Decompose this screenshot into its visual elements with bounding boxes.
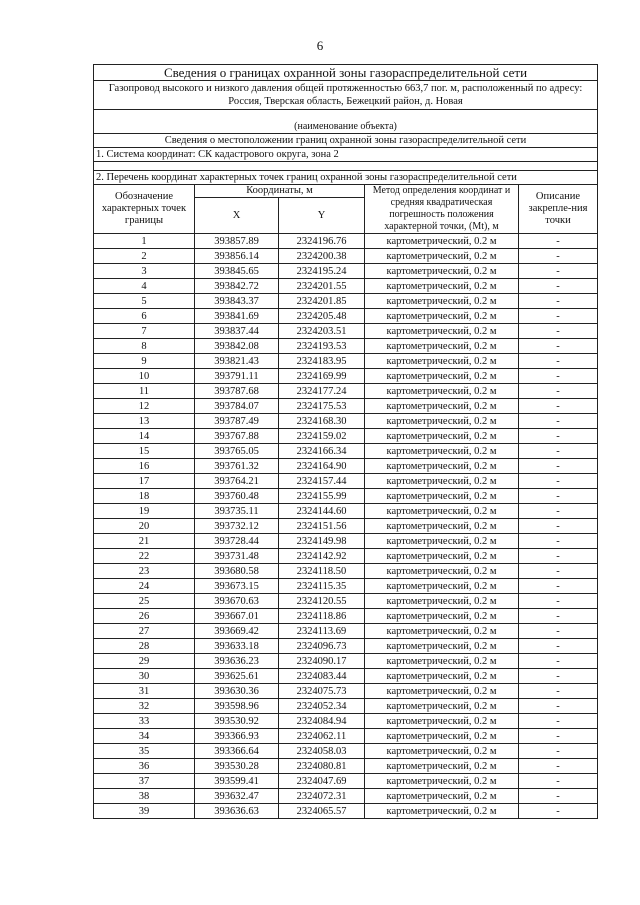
method-cell: картометрический, 0.2 м	[365, 744, 519, 759]
point-number-cell: 9	[94, 354, 195, 369]
x-coordinate-cell: 393842.08	[195, 339, 279, 354]
point-number-cell: 10	[94, 369, 195, 384]
description-cell: -	[519, 609, 598, 624]
point-number-cell: 6	[94, 309, 195, 324]
table-row	[94, 249, 598, 264]
method-cell: картометрический, 0.2 м	[365, 699, 519, 714]
point-number-cell: 3	[94, 264, 195, 279]
table-row	[94, 339, 598, 354]
table-row	[94, 459, 598, 474]
method-cell: картометрический, 0.2 м	[365, 429, 519, 444]
points-list-title: 2. Перечень координат характерных точек границ охранной зоны газораспределительной сети	[94, 171, 598, 185]
table-row	[94, 414, 598, 429]
x-coordinate-cell: 393636.23	[195, 654, 279, 669]
description-cell: -	[519, 534, 598, 549]
table-row	[94, 504, 598, 519]
x-coordinate-cell: 393366.64	[195, 744, 279, 759]
table-row	[94, 609, 598, 624]
table-row	[94, 654, 598, 669]
description-cell: -	[519, 249, 598, 264]
table-row	[94, 309, 598, 324]
header-y: Y	[279, 198, 365, 234]
table-row	[94, 579, 598, 594]
method-cell: картометрический, 0.2 м	[365, 474, 519, 489]
y-coordinate-cell: 2324065.57	[279, 804, 365, 819]
table-row	[94, 729, 598, 744]
method-cell: картометрический, 0.2 м	[365, 564, 519, 579]
description-cell: -	[519, 339, 598, 354]
description-cell: -	[519, 294, 598, 309]
x-coordinate-cell: 393767.88	[195, 429, 279, 444]
method-cell: картометрический, 0.2 м	[365, 654, 519, 669]
x-coordinate-cell: 393530.92	[195, 714, 279, 729]
description-cell: -	[519, 354, 598, 369]
y-coordinate-cell: 2324083.44	[279, 669, 365, 684]
point-number-cell: 8	[94, 339, 195, 354]
y-coordinate-cell: 2324142.92	[279, 549, 365, 564]
point-number-cell: 11	[94, 384, 195, 399]
y-coordinate-cell: 2324072.31	[279, 789, 365, 804]
description-cell: -	[519, 399, 598, 414]
table-row	[94, 774, 598, 789]
x-coordinate-cell: 393842.72	[195, 279, 279, 294]
table-row	[94, 429, 598, 444]
x-coordinate-cell: 393787.68	[195, 384, 279, 399]
y-coordinate-cell: 2324080.81	[279, 759, 365, 774]
y-coordinate-cell: 2324058.03	[279, 744, 365, 759]
y-coordinate-cell: 2324118.86	[279, 609, 365, 624]
x-coordinate-cell: 393791.11	[195, 369, 279, 384]
description-cell: -	[519, 654, 598, 669]
x-coordinate-cell: 393636.63	[195, 804, 279, 819]
y-coordinate-cell: 2324151.56	[279, 519, 365, 534]
table-row	[94, 789, 598, 804]
table-row	[94, 324, 598, 339]
description-cell: -	[519, 414, 598, 429]
y-coordinate-cell: 2324075.73	[279, 684, 365, 699]
method-cell: картометрический, 0.2 м	[365, 594, 519, 609]
method-cell: картометрический, 0.2 м	[365, 249, 519, 264]
table-row	[94, 369, 598, 384]
method-cell: картометрический, 0.2 м	[365, 444, 519, 459]
description-cell: -	[519, 564, 598, 579]
header-point: Обозначение характерных точек границы	[94, 185, 195, 234]
table-row	[94, 549, 598, 564]
table-row	[94, 279, 598, 294]
y-coordinate-cell: 2324115.35	[279, 579, 365, 594]
point-number-cell: 35	[94, 744, 195, 759]
description-cell: -	[519, 714, 598, 729]
table-row	[94, 519, 598, 534]
table-row	[94, 474, 598, 489]
method-cell: картометрический, 0.2 м	[365, 504, 519, 519]
blank-line	[94, 110, 598, 121]
method-cell: картометрический, 0.2 м	[365, 324, 519, 339]
method-cell: картометрический, 0.2 м	[365, 279, 519, 294]
y-coordinate-cell: 2324090.17	[279, 654, 365, 669]
description-cell: -	[519, 789, 598, 804]
point-number-cell: 25	[94, 594, 195, 609]
point-number-cell: 20	[94, 519, 195, 534]
table-row	[94, 714, 598, 729]
y-coordinate-cell: 2324164.90	[279, 459, 365, 474]
x-coordinate-cell: 393760.48	[195, 489, 279, 504]
y-coordinate-cell: 2324159.02	[279, 429, 365, 444]
y-coordinate-cell: 2324177.24	[279, 384, 365, 399]
table-row	[94, 564, 598, 579]
method-cell: картометрический, 0.2 м	[365, 639, 519, 654]
y-coordinate-cell: 2324157.44	[279, 474, 365, 489]
x-coordinate-cell: 393669.42	[195, 624, 279, 639]
point-number-cell: 12	[94, 399, 195, 414]
method-cell: картометрический, 0.2 м	[365, 339, 519, 354]
method-cell: картометрический, 0.2 м	[365, 624, 519, 639]
table-row	[94, 489, 598, 504]
point-number-cell: 1	[94, 234, 195, 249]
y-coordinate-cell: 2324062.11	[279, 729, 365, 744]
method-cell: картометрический, 0.2 м	[365, 354, 519, 369]
description-cell: -	[519, 699, 598, 714]
point-number-cell: 28	[94, 639, 195, 654]
description-cell: -	[519, 369, 598, 384]
point-number-cell: 38	[94, 789, 195, 804]
description-cell: -	[519, 519, 598, 534]
x-coordinate-cell: 393680.58	[195, 564, 279, 579]
description-cell: -	[519, 279, 598, 294]
document-title: Сведения о границах охранной зоны газораспределительной сети	[94, 65, 598, 81]
description-cell: -	[519, 384, 598, 399]
description-cell: -	[519, 459, 598, 474]
object-description: Газопровод высокого и низкого давления общей протяженностью 663,7 пог. м, расположенный по адресу: Россия, Тверская область, Бежецкий район, д. Новая	[94, 81, 598, 110]
coordinate-system: 1. Система координат: СК кадастрового округа, зона 2	[94, 148, 598, 162]
description-cell: -	[519, 639, 598, 654]
method-cell: картометрический, 0.2 м	[365, 774, 519, 789]
object-caption: (наименование объекта)	[94, 120, 598, 134]
method-cell: картометрический, 0.2 м	[365, 534, 519, 549]
header-x: X	[195, 198, 279, 234]
point-number-cell: 15	[94, 444, 195, 459]
x-coordinate-cell: 393598.96	[195, 699, 279, 714]
x-coordinate-cell: 393731.48	[195, 549, 279, 564]
table-row	[94, 744, 598, 759]
point-number-cell: 37	[94, 774, 195, 789]
table-row	[94, 804, 598, 819]
point-number-cell: 33	[94, 714, 195, 729]
point-number-cell: 27	[94, 624, 195, 639]
y-coordinate-cell: 2324203.51	[279, 324, 365, 339]
x-coordinate-cell: 393843.37	[195, 294, 279, 309]
x-coordinate-cell: 393845.65	[195, 264, 279, 279]
x-coordinate-cell: 393599.41	[195, 774, 279, 789]
y-coordinate-cell: 2324168.30	[279, 414, 365, 429]
y-coordinate-cell: 2324047.69	[279, 774, 365, 789]
method-cell: картометрический, 0.2 м	[365, 234, 519, 249]
x-coordinate-cell: 393857.89	[195, 234, 279, 249]
table-row	[94, 384, 598, 399]
y-coordinate-cell: 2324183.95	[279, 354, 365, 369]
method-cell: картометрический, 0.2 м	[365, 729, 519, 744]
method-cell: картометрический, 0.2 м	[365, 714, 519, 729]
table-row	[94, 699, 598, 714]
x-coordinate-cell: 393632.47	[195, 789, 279, 804]
method-cell: картометрический, 0.2 м	[365, 684, 519, 699]
description-cell: -	[519, 579, 598, 594]
description-cell: -	[519, 489, 598, 504]
x-coordinate-cell: 393728.44	[195, 534, 279, 549]
point-number-cell: 19	[94, 504, 195, 519]
point-number-cell: 17	[94, 474, 195, 489]
point-number-cell: 26	[94, 609, 195, 624]
description-cell: -	[519, 429, 598, 444]
y-coordinate-cell: 2324149.98	[279, 534, 365, 549]
x-coordinate-cell: 393630.36	[195, 684, 279, 699]
location-section-title: Сведения о местоположении границ охранной зоны газораспределительной сети	[94, 134, 598, 148]
y-coordinate-cell: 2324200.38	[279, 249, 365, 264]
y-coordinate-cell: 2324166.34	[279, 444, 365, 459]
x-coordinate-cell: 393625.61	[195, 669, 279, 684]
point-number-cell: 13	[94, 414, 195, 429]
y-coordinate-cell: 2324052.34	[279, 699, 365, 714]
table-row	[94, 639, 598, 654]
point-number-cell: 36	[94, 759, 195, 774]
x-coordinate-cell: 393667.01	[195, 609, 279, 624]
point-number-cell: 31	[94, 684, 195, 699]
x-coordinate-cell: 393732.12	[195, 519, 279, 534]
x-coordinate-cell: 393837.44	[195, 324, 279, 339]
table-row	[94, 759, 598, 774]
description-cell: -	[519, 624, 598, 639]
x-coordinate-cell: 393670.63	[195, 594, 279, 609]
y-coordinate-cell: 2324120.55	[279, 594, 365, 609]
page-number: 6	[316, 38, 324, 53]
table-row	[94, 354, 598, 369]
method-cell: картометрический, 0.2 м	[365, 579, 519, 594]
method-cell: картометрический, 0.2 м	[365, 309, 519, 324]
table-row	[94, 669, 598, 684]
description-cell: -	[519, 774, 598, 789]
x-coordinate-cell: 393784.07	[195, 399, 279, 414]
description-cell: -	[519, 669, 598, 684]
description-cell: -	[519, 549, 598, 564]
y-coordinate-cell: 2324084.94	[279, 714, 365, 729]
method-cell: картометрический, 0.2 м	[365, 369, 519, 384]
x-coordinate-cell: 393530.28	[195, 759, 279, 774]
x-coordinate-cell: 393765.05	[195, 444, 279, 459]
point-number-cell: 39	[94, 804, 195, 819]
table-body	[94, 65, 598, 819]
y-coordinate-cell: 2324096.73	[279, 639, 365, 654]
x-coordinate-cell: 393821.43	[195, 354, 279, 369]
y-coordinate-cell: 2324155.99	[279, 489, 365, 504]
point-number-cell: 23	[94, 564, 195, 579]
y-coordinate-cell: 2324144.60	[279, 504, 365, 519]
table-row	[94, 399, 598, 414]
x-coordinate-cell: 393764.21	[195, 474, 279, 489]
method-cell: картометрический, 0.2 м	[365, 519, 519, 534]
description-cell: -	[519, 324, 598, 339]
y-coordinate-cell: 2324195.24	[279, 264, 365, 279]
point-number-cell: 21	[94, 534, 195, 549]
y-coordinate-cell: 2324118.50	[279, 564, 365, 579]
point-number-cell: 24	[94, 579, 195, 594]
description-cell: -	[519, 684, 598, 699]
description-cell: -	[519, 759, 598, 774]
x-coordinate-cell: 393366.93	[195, 729, 279, 744]
table-row	[94, 624, 598, 639]
method-cell: картометрический, 0.2 м	[365, 804, 519, 819]
x-coordinate-cell: 393735.11	[195, 504, 279, 519]
x-coordinate-cell: 393761.32	[195, 459, 279, 474]
header-coords: Координаты, м	[195, 185, 365, 198]
header-method: Метод определения координат и средняя квадратическая погрешность положения характерной точки, (Mt), м	[365, 185, 519, 234]
y-coordinate-cell: 2324205.48	[279, 309, 365, 324]
description-cell: -	[519, 474, 598, 489]
point-number-cell: 29	[94, 654, 195, 669]
method-cell: картометрический, 0.2 м	[365, 399, 519, 414]
point-number-cell: 5	[94, 294, 195, 309]
description-cell: -	[519, 594, 598, 609]
x-coordinate-cell: 393787.49	[195, 414, 279, 429]
y-coordinate-cell: 2324175.53	[279, 399, 365, 414]
table-row	[94, 594, 598, 609]
table-row	[94, 234, 598, 249]
spacer-row	[94, 162, 598, 171]
method-cell: картометрический, 0.2 м	[365, 264, 519, 279]
point-number-cell: 32	[94, 699, 195, 714]
method-cell: картометрический, 0.2 м	[365, 489, 519, 504]
method-cell: картометрический, 0.2 м	[365, 789, 519, 804]
y-coordinate-cell: 2324196.76	[279, 234, 365, 249]
point-number-cell: 34	[94, 729, 195, 744]
description-cell: -	[519, 234, 598, 249]
point-number-cell: 16	[94, 459, 195, 474]
method-cell: картометрический, 0.2 м	[365, 549, 519, 564]
point-number-cell: 2	[94, 249, 195, 264]
y-coordinate-cell: 2324201.55	[279, 279, 365, 294]
point-number-cell: 14	[94, 429, 195, 444]
description-cell: -	[519, 264, 598, 279]
description-cell: -	[519, 504, 598, 519]
x-coordinate-cell: 393841.69	[195, 309, 279, 324]
description-cell: -	[519, 444, 598, 459]
method-cell: картометрический, 0.2 м	[365, 609, 519, 624]
point-number-cell: 7	[94, 324, 195, 339]
y-coordinate-cell: 2324193.53	[279, 339, 365, 354]
method-cell: картометрический, 0.2 м	[365, 759, 519, 774]
y-coordinate-cell: 2324201.85	[279, 294, 365, 309]
x-coordinate-cell: 393673.15	[195, 579, 279, 594]
method-cell: картометрический, 0.2 м	[365, 294, 519, 309]
point-number-cell: 30	[94, 669, 195, 684]
y-coordinate-cell: 2324113.69	[279, 624, 365, 639]
table-row	[94, 534, 598, 549]
x-coordinate-cell: 393633.18	[195, 639, 279, 654]
header-description: Описание закрепле-ния точки	[519, 185, 598, 234]
description-cell: -	[519, 804, 598, 819]
method-cell: картометрический, 0.2 м	[365, 384, 519, 399]
description-cell: -	[519, 744, 598, 759]
point-number-cell: 22	[94, 549, 195, 564]
table-row	[94, 684, 598, 699]
table-row	[94, 264, 598, 279]
y-coordinate-cell: 2324169.99	[279, 369, 365, 384]
method-cell: картометрический, 0.2 м	[365, 669, 519, 684]
boundary-table	[93, 64, 598, 819]
method-cell: картометрический, 0.2 м	[365, 414, 519, 429]
table-row	[94, 294, 598, 309]
point-number-cell: 4	[94, 279, 195, 294]
x-coordinate-cell: 393856.14	[195, 249, 279, 264]
method-cell: картометрический, 0.2 м	[365, 459, 519, 474]
description-cell: -	[519, 309, 598, 324]
table-row	[94, 444, 598, 459]
point-number-cell: 18	[94, 489, 195, 504]
description-cell: -	[519, 729, 598, 744]
